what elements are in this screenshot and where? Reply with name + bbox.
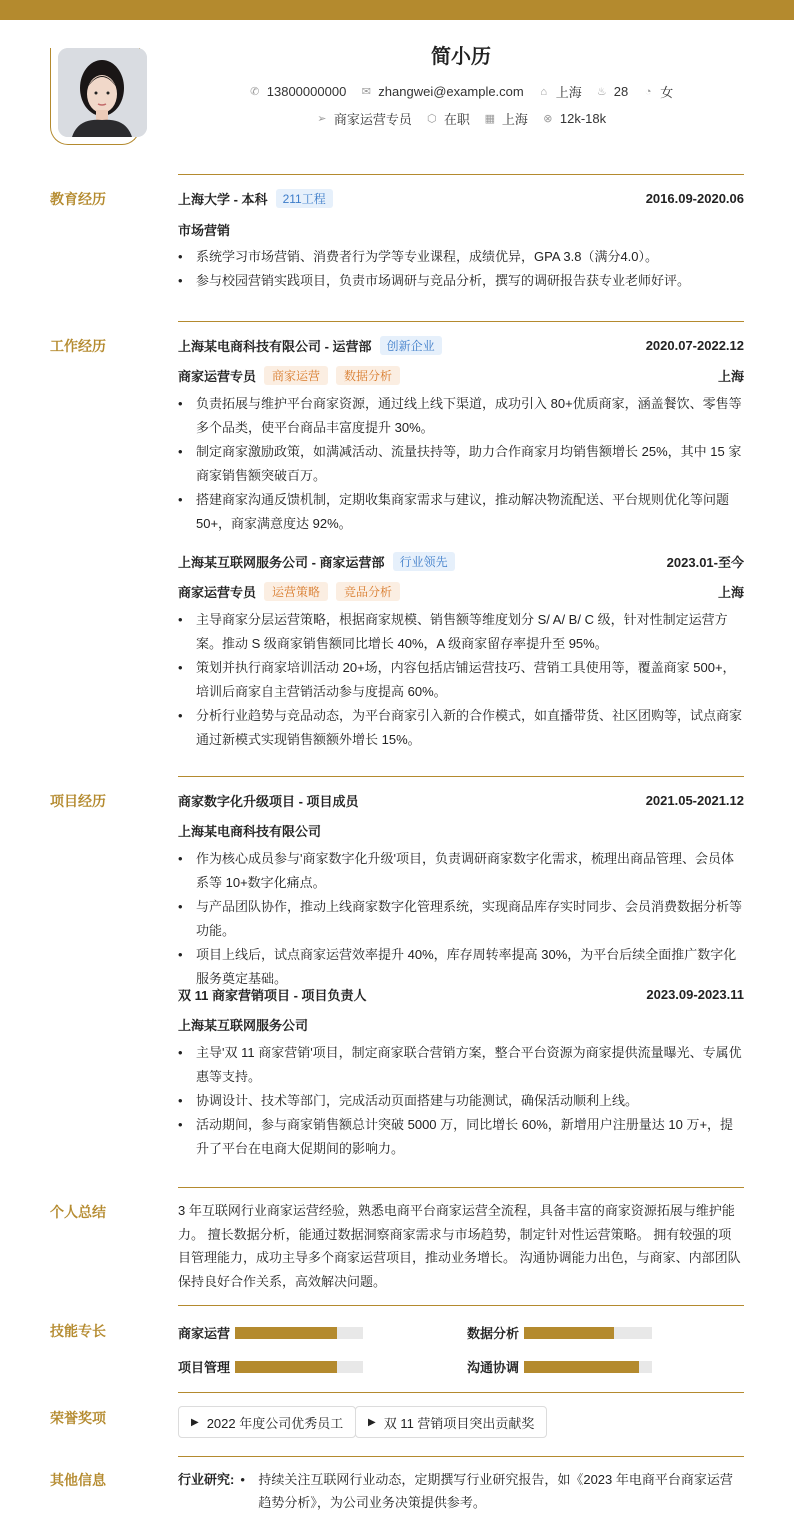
phone-text: 13800000000	[266, 84, 347, 99]
gender-icon: ◔	[644, 85, 652, 98]
list-item: • 项目上线后，试点商家运营效率提升 40%，库存周转率提高 30%，为平台后续全面推广数字化服务奠定基础。	[178, 943, 744, 991]
status-text: 在职	[443, 112, 470, 127]
building-icon: ▦	[484, 112, 496, 125]
work-bullets	[178, 608, 744, 752]
list-item: • 主导'双 11 商家营销'项目，制定商家联合营销方案，整合平台资源为商家提供流量曝光、专属优惠等支持。	[178, 1041, 744, 1089]
list-item: • 系统学习市场营销、消费者行为学等专业课程，成绩优异，GPA 3.8（满分4.0）。	[178, 245, 744, 269]
award-label: 2022 年度公司优秀员工	[206, 1415, 344, 1431]
school-name: 上海大学 - 本科	[178, 192, 268, 207]
mail-icon: ✉	[361, 85, 371, 98]
home-icon: ⌂	[540, 85, 548, 98]
skill-item	[467, 1323, 652, 1342]
company-tag: 行业领先	[393, 552, 455, 571]
salary-item	[542, 111, 606, 126]
work-role-row	[178, 582, 744, 601]
play-icon: ▶	[368, 1416, 376, 1428]
company-name: 上海某互联网服务公司 - 商家运营部	[178, 555, 385, 570]
education-header	[178, 189, 744, 208]
work-city: 上海	[717, 369, 744, 384]
project-org: 上海某互联网服务公司	[178, 1018, 309, 1033]
coin-icon: ⊗	[543, 112, 553, 125]
role-name: 商家运营专员	[178, 585, 257, 600]
skill-fill	[524, 1327, 614, 1339]
age-item	[596, 84, 628, 99]
send-icon: ➢	[317, 112, 327, 125]
other-info	[178, 1468, 744, 1514]
award-chip[interactable]	[178, 1406, 356, 1438]
list-item: • 分析行业趋势与竞品动态，为平台商家引入新的合作模式，如直播带货、社区团购等，试点商家通过新模式实现销售额额外增长 15%。	[178, 704, 744, 752]
candidate-name: 简小历	[431, 46, 491, 68]
project-date: 2021.05-2021.12	[645, 793, 744, 808]
project-date: 2023.09-2023.11	[646, 987, 744, 1002]
skill-name: 项目管理	[178, 1360, 231, 1375]
section-title-summary: 个人总结	[50, 1204, 106, 1220]
divider	[178, 321, 744, 322]
job-target-item	[316, 109, 412, 128]
section-title-education: 教育经历	[50, 191, 106, 207]
work-city: 上海	[717, 585, 744, 600]
section-title-awards: 荣誉奖项	[50, 1410, 106, 1426]
contact-row-2	[178, 109, 744, 128]
skill-item	[178, 1357, 363, 1376]
divider	[178, 776, 744, 777]
divider	[178, 1392, 744, 1393]
location-item	[538, 82, 582, 101]
list-item: • 制定商家激励政策，如满减活动、流量扶持等，助力合作商家月均销售额增长 25%，其中 15 家商家销售额突破百万。	[178, 440, 744, 488]
work-date: 2020.07-2022.12	[645, 338, 744, 353]
section-title-other: 其他信息	[50, 1472, 106, 1488]
list-item: • 活动期间，参与商家销售额总计突破 5000 万，同比增长 60%，新增用户注册量达 10 万+，提升了平台在电商大促期间的影响力。	[178, 1113, 744, 1161]
company-tag: 创新企业	[380, 336, 442, 355]
work-role-row	[178, 366, 744, 385]
skill-bar	[524, 1327, 652, 1339]
list-item: • 负责拓展与维护平台商家资源，通过线上线下渠道，成功引入 80+优质商家，涵盖餐饮、零售等多个品类，使平台商品丰富度提升 30%。	[178, 392, 744, 440]
skill-tag: 运营策略	[264, 582, 328, 601]
age-text: 28	[613, 84, 629, 99]
skill-fill	[235, 1327, 337, 1339]
top-accent-bar	[0, 0, 794, 20]
project-org: 上海某电商科技有限公司	[178, 824, 322, 839]
list-item: • 协调设计、技术等部门，完成活动页面搭建与功能测试，确保活动顺利上线。	[178, 1089, 744, 1113]
play-icon: ▶	[191, 1416, 199, 1428]
skill-name: 商家运营	[178, 1326, 231, 1341]
role-name: 商家运营专员	[178, 369, 257, 384]
project-bullets	[178, 847, 744, 991]
skill-item	[178, 1323, 363, 1342]
education-date: 2016.09-2020.06	[645, 191, 744, 206]
list-item: • 与产品团队协作，推动上线商家数字化管理系统，实现商品库存实时同步、会员消费数据分析等功能。	[178, 895, 744, 943]
phone-item	[249, 84, 347, 99]
salary-text: 12k-18k	[559, 111, 607, 126]
target-city-item	[484, 109, 528, 128]
project-title: 双 11 商家营销项目 - 项目负责人	[178, 988, 367, 1003]
skill-fill	[524, 1361, 639, 1373]
divider	[178, 1187, 744, 1188]
work-date: 2023.01-至今	[666, 555, 744, 570]
section-title-projects: 项目经历	[50, 793, 106, 809]
divider	[178, 1456, 744, 1457]
work-bullets	[178, 392, 744, 536]
skill-fill	[235, 1361, 337, 1373]
status-item	[426, 109, 470, 128]
project-bullets	[178, 1041, 744, 1161]
skill-item	[467, 1357, 652, 1376]
education-bullets	[178, 245, 744, 293]
list-item: • 策划并执行商家培训活动 20+场，内容包括店铺运营技巧、营销工具使用等，覆盖商家 500+，培训后商家自主营销活动参与度提高 60%。	[178, 656, 744, 704]
job-target-text: 商家运营专员	[333, 112, 412, 127]
list-item: • 参与校园营销实践项目，负责市场调研与竞品分析，撰写的调研报告获专业老师好评。	[178, 269, 744, 293]
avatar	[58, 48, 147, 137]
location-text: 上海	[555, 85, 582, 100]
divider	[178, 1305, 744, 1306]
skill-tag: 数据分析	[336, 366, 400, 385]
list-item: • 主导商家分层运营策略，根据商家规模、销售额等维度划分 S/ A/ B/ C 级，针对性制定运营方案。推动 S 级商家销售额同比增长 40%，A 级商家留存率提升至 95%。	[178, 608, 744, 656]
skill-name: 沟通协调	[467, 1360, 520, 1375]
company-name: 上海某电商科技有限公司 - 运营部	[178, 339, 372, 354]
contact-row-1	[178, 82, 744, 101]
email-item	[360, 84, 523, 99]
education-major: 市场营销	[178, 223, 231, 238]
skill-bar	[235, 1327, 363, 1339]
work-header	[178, 336, 744, 355]
gender-item	[642, 82, 673, 101]
work-header	[178, 552, 744, 571]
summary-text: 3 年互联网行业商家运营经验，熟悉电商平台商家运营全流程，具备丰富的商家资源拓展与维护能力。 擅长数据分析，能通过数据洞察商家需求与市场趋势，制定针对性运营策略。 拥有较强的项目管理能力，成功主导多个商家运营项目，推动业务增长。 沟通协调能力出色，与商家、内部团队保持良好合作关系，高效解决问题。	[178, 1203, 741, 1289]
skill-tag: 商家运营	[264, 366, 328, 385]
email-text: zhangwei@example.com	[378, 84, 524, 99]
skill-tag: 竞品分析	[336, 582, 400, 601]
section-title-skills: 技能专长	[50, 1323, 106, 1339]
gender-text: 女	[660, 85, 674, 100]
project-title: 商家数字化升级项目 - 项目成员	[178, 794, 359, 809]
settings-icon: ⬡	[427, 112, 437, 125]
skill-bar	[524, 1361, 652, 1373]
award-label: 双 11 营销项目突出贡献奖	[383, 1415, 535, 1431]
divider	[178, 174, 744, 175]
skill-bar	[235, 1361, 363, 1373]
target-city-text: 上海	[501, 112, 528, 127]
list-item: • 作为核心成员参与'商家数字化升级'项目，负责调研商家数字化需求，梳理出商品管理、会员体系等 10+数字化痛点。	[178, 847, 744, 895]
other-label: 行业研究:	[178, 1472, 235, 1487]
phone-icon: ✆	[250, 85, 260, 98]
project-header	[178, 985, 744, 1004]
list-item: • 搭建商家沟通反馈机制，定期收集商家需求与建议，推动解决物流配送、平台规则优化等问题 50+，商家满意度达 92%。	[178, 488, 744, 536]
cake-icon: ♨	[596, 85, 607, 98]
skill-name: 数据分析	[467, 1326, 520, 1341]
school-tag: 211工程	[276, 189, 333, 208]
other-text: • 持续关注互联网行业动态，定期撰写行业研究报告，如《2023 年电商平台商家运营趋势分析》，为公司业务决策提供参考。	[234, 1468, 744, 1514]
section-title-work: 工作经历	[50, 338, 106, 354]
award-chip[interactable]	[355, 1406, 547, 1438]
project-header	[178, 791, 744, 810]
